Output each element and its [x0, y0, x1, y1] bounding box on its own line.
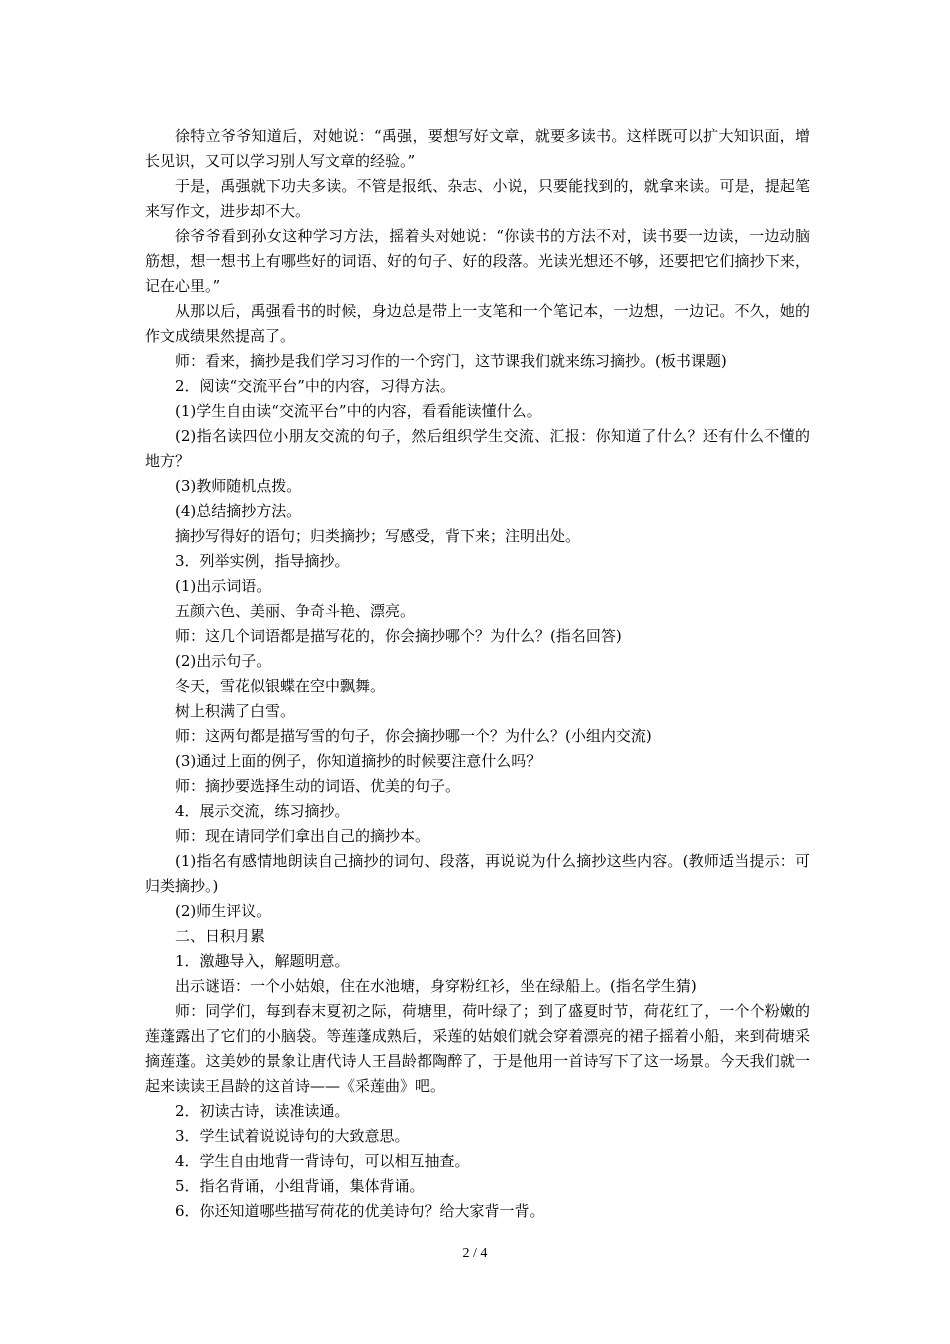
- paragraph: (4)总结摘抄方法。: [175, 502, 302, 520]
- paragraph: 2．初读古诗，读准读通。: [175, 1102, 350, 1120]
- paragraph: 冬天，雪花似银蝶在空中飘舞。: [175, 677, 386, 695]
- paragraph: 徐特立爷爷知道后，对她说：“禹强，要想写好文章，就要多读书。这样既可以扩大知识面，增长见识，又可以学习别人写文章的经验。”: [145, 127, 810, 170]
- page-number: 2 / 4: [462, 1246, 488, 1261]
- paragraph: 师：这两句都是描写雪的句子，你会摘抄哪一个？为什么？(小组内交流): [175, 727, 652, 745]
- paragraph: 师：这几个词语都是描写花的，你会摘抄哪个？为什么？(指名回答): [175, 627, 622, 645]
- paragraph: 3．列举实例，指导摘抄。: [175, 552, 350, 570]
- paragraph: (1)出示词语。: [175, 577, 272, 595]
- paragraph: 师：看来，摘抄是我们学习习作的一个窍门，这节课我们就来练习摘抄。(板书课题): [175, 352, 727, 370]
- paragraph: 五颜六色、美丽、争奇斗艳、漂亮。: [175, 602, 416, 620]
- paragraph: 5．指名背诵，小组背诵，集体背诵。: [175, 1177, 425, 1195]
- paragraph: (1)指名有感情地朗读自己摘抄的词句、段落，再说说为什么摘抄这些内容。(教师适当提示：可归类摘抄。): [145, 852, 810, 895]
- paragraph: (1)学生自由读“交流平台”中的内容，看看能读懂什么。: [175, 402, 542, 420]
- paragraph: 摘抄写得好的语句；归类摘抄；写感受，背下来；注明出处。: [175, 527, 581, 545]
- paragraph: 1．激趣导入，解题明意。: [175, 952, 350, 970]
- paragraph: 树上积满了白雪。: [175, 702, 296, 720]
- paragraph: 于是，禹强就下功夫多读。不管是报纸、杂志、小说，只要能找到的，就拿来读。可是，提起笔来写作文，进步却不大。: [145, 177, 810, 220]
- document-body: [145, 124, 810, 1224]
- paragraph: (2)指名读四位小朋友交流的句子，然后组织学生交流、汇报：你知道了什么？还有什么不懂的地方？: [145, 427, 810, 470]
- paragraph: (3)教师随机点拨。: [175, 477, 302, 495]
- paragraph: 徐爷爷看到孙女这种学习方法，摇着头对她说：“你读书的方法不对，读书要一边读，一边动脑筋想，想一想书上有哪些好的词语、好的句子、好的段落。光读光想还不够，还要把它们摘抄下来，记在心里。”: [145, 227, 810, 295]
- paragraph: 4．展示交流，练习摘抄。: [175, 802, 350, 820]
- paragraph: (3)通过上面的例子，你知道摘抄的时候要注意什么吗？: [175, 752, 542, 770]
- paragraph: (2)师生评议。: [175, 902, 272, 920]
- paragraph: 师：摘抄要选择生动的词语、优美的句子。: [175, 777, 461, 795]
- paragraph: 6．你还知道哪些描写荷花的优美诗句？给大家背一背。: [175, 1202, 545, 1220]
- paragraph: 3．学生试着说说诗句的大致意思。: [175, 1127, 410, 1145]
- paragraph: (2)出示句子。: [175, 652, 272, 670]
- paragraph: 从那以后，禹强看书的时候，身边总是带上一支笔和一个笔记本，一边想，一边记。不久，她的作文成绩果然提高了。: [145, 302, 810, 345]
- section-heading: 二、日积月累: [175, 927, 266, 945]
- paragraph: 师：现在请同学们拿出自己的摘抄本。: [175, 827, 431, 845]
- paragraph: 2．阅读“交流平台”中的内容，习得方法。: [175, 377, 455, 395]
- paragraph: 师：同学们，每到春末夏初之际，荷塘里，荷叶绿了；到了盛夏时节，荷花红了，一个个粉嫩的莲蓬露出了它们的小脑袋。等莲蓬成熟后，采莲的姑娘们就会穿着漂亮的裙子摇着小船，来到荷塘采摘莲蓬。这美妙的景象让唐代诗人王昌龄都陶醉了，于是他用一首诗写下了这一场景。今天我们就一起来读读王昌龄的这首诗——《采莲曲》吧。: [145, 1002, 810, 1095]
- paragraph: 出示谜语：一个小姑娘，住在水池塘，身穿粉红衫，坐在绿船上。(指名学生猜): [175, 977, 697, 995]
- paragraph: 4．学生自由地背一背诗句，可以相互抽查。: [175, 1152, 470, 1170]
